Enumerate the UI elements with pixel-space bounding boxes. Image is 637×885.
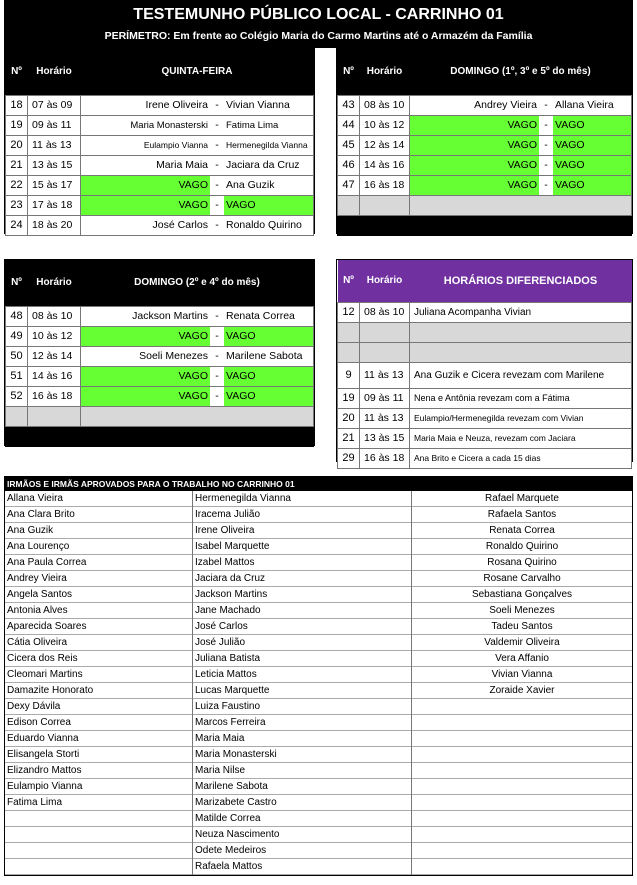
empty-cell <box>338 215 360 235</box>
separator-dash: - <box>215 159 219 171</box>
row-time: 10 às 12 <box>360 115 410 135</box>
row-number: 45 <box>338 135 360 155</box>
member-name: Ana Guzik <box>5 523 192 539</box>
vacant-slot: VAGO <box>553 116 631 135</box>
vacant-slot: VAGO <box>224 196 313 215</box>
separator-dash: - <box>215 330 219 342</box>
separator-dash: - <box>215 390 219 402</box>
row-number: 18 <box>6 95 28 115</box>
volunteer-name: Fatima Lima <box>226 119 279 131</box>
row-number: 12 <box>338 302 360 322</box>
row-number: 29 <box>338 448 360 468</box>
volunteer-name: Ana Guzik <box>226 179 275 191</box>
col-time-header: Horário <box>28 260 81 306</box>
row-time: 13 às 15 <box>360 428 410 448</box>
member-name: Damazite Honorato <box>5 683 192 699</box>
name-pair <box>81 367 313 386</box>
table-row <box>6 95 314 115</box>
member-name: Elisangela Storti <box>5 747 192 763</box>
page-subtitle: PERÍMETRO: Em frente ao Colégio Maria do Carmo Martins até o Armazém da Família <box>104 30 533 42</box>
empty-cell <box>360 215 410 235</box>
separator-dash: - <box>544 119 548 131</box>
member-name: Marilene Sabota <box>193 779 411 795</box>
member-name: Allana Vieira <box>5 491 192 507</box>
members-column-1 <box>5 491 193 875</box>
member-name: Ana Lourenço <box>5 539 192 555</box>
separator-dash: - <box>544 159 548 171</box>
table-row <box>6 115 314 135</box>
vacant-slot: VAGO <box>553 176 631 195</box>
separator-dash: - <box>544 139 548 151</box>
volunteer-name: Maria Monasterski <box>130 119 208 131</box>
row-number: 49 <box>6 326 28 346</box>
col-names-header: HORÁRIOS DIFERENCIADOS <box>410 260 632 302</box>
empty-row <box>6 406 314 426</box>
member-name: Isabel Marquette <box>193 539 411 555</box>
row-number: 24 <box>6 215 28 235</box>
row-time: 11 às 13 <box>360 408 410 428</box>
volunteer-name: Maria Maia <box>156 159 208 171</box>
col-time-header: Horário <box>360 49 410 95</box>
empty-cell <box>410 342 632 362</box>
row-note: Ana Guzik e Cicera revezam com Marilene <box>410 362 632 388</box>
volunteer-name: Renata Correa <box>226 310 295 322</box>
separator-dash: - <box>544 179 548 191</box>
empty-cell <box>6 406 28 426</box>
row-names <box>81 326 314 346</box>
name-pair <box>81 387 313 406</box>
vacant-slot: VAGO <box>410 156 539 175</box>
row-time: 12 às 14 <box>360 135 410 155</box>
row-names <box>81 215 314 235</box>
volunteer-name: José Carlos <box>152 219 208 231</box>
member-name: Odete Medeiros <box>193 843 411 859</box>
empty-cell <box>338 195 360 215</box>
row-names <box>410 115 632 135</box>
vacant-slot: VAGO <box>553 136 631 155</box>
table-row <box>338 302 632 322</box>
vacant-slot: VAGO <box>410 116 539 135</box>
row-number: 52 <box>6 386 28 406</box>
approved-members-list <box>4 476 633 876</box>
table-row <box>6 366 314 386</box>
empty-cell <box>410 322 632 342</box>
member-name: Cátia Oliveira <box>5 635 192 651</box>
table-row <box>338 362 632 388</box>
empty-cell <box>5 843 192 859</box>
member-name: Renata Correa <box>412 523 632 539</box>
row-time: 15 às 17 <box>28 175 81 195</box>
row-number: 50 <box>6 346 28 366</box>
name-pair <box>81 136 313 155</box>
vacant-slot: VAGO <box>81 387 210 406</box>
row-number: 44 <box>338 115 360 135</box>
member-name: Marcos Ferreira <box>193 715 411 731</box>
volunteer-name: Soeli Menezes <box>139 350 208 362</box>
row-number: 21 <box>338 428 360 448</box>
row-note: Eulampio/Hermenegilda revezam com Vivian <box>410 408 632 428</box>
empty-cell <box>412 795 632 811</box>
members-title: IRMÃOS E IRMÃS APROVADOS PARA O TRABALHO NO CARRINHO 01 <box>5 477 632 491</box>
member-name: Jane Machado <box>193 603 411 619</box>
row-names <box>81 306 314 326</box>
vacant-slot: VAGO <box>224 367 313 386</box>
row-number: 51 <box>6 366 28 386</box>
row-time: 18 às 20 <box>28 215 81 235</box>
member-name: Marizabete Castro <box>193 795 411 811</box>
row-time: 16 às 18 <box>28 386 81 406</box>
empty-cell <box>412 811 632 827</box>
row-number: 47 <box>338 175 360 195</box>
empty-cell <box>410 215 632 235</box>
page-title: TESTEMUNHO PÚBLICO LOCAL - CARRINHO 01 <box>133 6 504 23</box>
volunteer-name: Hermenegilda Vianna <box>226 140 308 150</box>
member-name: Valdemir Oliveira <box>412 635 632 651</box>
empty-cell <box>5 859 192 875</box>
volunteer-name: Allana Vieira <box>555 99 614 111</box>
row-names <box>81 195 314 215</box>
vacant-slot: VAGO <box>81 196 210 215</box>
row-time: 08 às 10 <box>360 95 410 115</box>
row-time: 11 às 13 <box>28 135 81 155</box>
table-row <box>338 388 632 408</box>
member-name: Iracema Julião <box>193 507 411 523</box>
member-name: Jaciara da Cruz <box>193 571 411 587</box>
table-row <box>338 428 632 448</box>
vacant-slot: VAGO <box>553 156 631 175</box>
member-name: José Julião <box>193 635 411 651</box>
row-names <box>81 135 314 155</box>
separator-dash: - <box>215 179 219 191</box>
member-name: Maria Nilse <box>193 763 411 779</box>
table-header-row <box>6 260 314 306</box>
empty-cell <box>412 699 632 715</box>
vacant-slot: VAGO <box>81 176 210 195</box>
member-name: Ana Paula Correa <box>5 555 192 571</box>
member-name: Jackson Martins <box>193 587 411 603</box>
empty-cell <box>360 322 410 342</box>
row-time: 07 às 09 <box>28 95 81 115</box>
row-names <box>81 155 314 175</box>
vacant-slot: VAGO <box>410 176 539 195</box>
table-row <box>338 135 632 155</box>
members-column-3 <box>412 491 632 875</box>
empty-cell <box>338 342 360 362</box>
member-name: Elizandro Mattos <box>5 763 192 779</box>
separator-dash: - <box>215 310 219 322</box>
row-names <box>81 95 314 115</box>
table-row <box>338 408 632 428</box>
member-name: Maria Monasterski <box>193 747 411 763</box>
empty-cell <box>28 406 81 426</box>
empty-cell <box>412 827 632 843</box>
empty-cell <box>412 715 632 731</box>
empty-cell <box>28 426 81 446</box>
name-pair <box>81 307 313 326</box>
empty-cell <box>412 747 632 763</box>
member-name: Vivian Vianna <box>412 667 632 683</box>
member-name: Eulampio Vianna <box>5 779 192 795</box>
member-name: Matilde Correa <box>193 811 411 827</box>
table-header-row <box>338 260 632 302</box>
col-number-header: Nº <box>6 260 28 306</box>
volunteer-name: Marilene Sabota <box>226 350 303 362</box>
domingo-24-table <box>4 259 315 446</box>
member-name: Andrey Vieira <box>5 571 192 587</box>
volunteer-name: Jaciara da Cruz <box>226 159 300 171</box>
empty-cell <box>338 322 360 342</box>
row-names <box>81 346 314 366</box>
member-name: Aparecida Soares <box>5 619 192 635</box>
page-header <box>4 0 633 48</box>
member-name: Rafael Marquete <box>412 491 632 507</box>
member-name: Soeli Menezes <box>412 603 632 619</box>
empty-cell <box>6 426 28 446</box>
table-row <box>6 215 314 235</box>
empty-cell <box>360 342 410 362</box>
empty-cell <box>360 195 410 215</box>
member-name: Fatima Lima <box>5 795 192 811</box>
member-name: Tadeu Santos <box>412 619 632 635</box>
volunteer-name: Irene Oliveira <box>145 99 208 111</box>
table-row <box>338 175 632 195</box>
table-row <box>338 155 632 175</box>
table-row <box>6 195 314 215</box>
col-number-header: Nº <box>6 49 28 95</box>
row-note: Nena e Antônia revezam com a Fátima <box>410 388 632 408</box>
separator-dash: - <box>215 350 219 362</box>
member-name: Rosana Quirino <box>412 555 632 571</box>
row-number: 21 <box>6 155 28 175</box>
row-number: 19 <box>338 388 360 408</box>
row-number: 19 <box>6 115 28 135</box>
row-names <box>81 175 314 195</box>
separator-dash: - <box>544 99 548 111</box>
row-note: Maria Maia e Neuza, revezam com Jaciara <box>410 428 632 448</box>
col-names-header: DOMINGO (2º e 4º do mês) <box>81 260 314 306</box>
name-pair <box>410 136 631 155</box>
member-name: Edison Correa <box>5 715 192 731</box>
vacant-slot: VAGO <box>81 367 210 386</box>
col-names-header: DOMINGO (1º, 3º e 5º do mês) <box>410 49 632 95</box>
member-name: Dexy Dávila <box>5 699 192 715</box>
table-row <box>6 346 314 366</box>
member-name: Luiza Faustino <box>193 699 411 715</box>
name-pair <box>410 116 631 135</box>
table-header-row <box>338 49 632 95</box>
separator-dash: - <box>215 219 219 231</box>
separator-dash: - <box>215 199 219 211</box>
empty-cell <box>412 731 632 747</box>
member-name: José Carlos <box>193 619 411 635</box>
empty-cell <box>412 763 632 779</box>
row-time: 11 às 13 <box>360 362 410 388</box>
row-time: 13 às 15 <box>28 155 81 175</box>
member-name: Rafaela Santos <box>412 507 632 523</box>
name-pair <box>81 347 313 366</box>
row-number: 48 <box>6 306 28 326</box>
vacant-slot: VAGO <box>410 136 539 155</box>
member-name: Irene Oliveira <box>193 523 411 539</box>
member-name: Sebastiana Gonçalves <box>412 587 632 603</box>
member-name: Antonia Alves <box>5 603 192 619</box>
row-time: 14 às 16 <box>360 155 410 175</box>
member-name: Leticia Mattos <box>193 667 411 683</box>
vacant-slot: VAGO <box>224 327 313 346</box>
table-row <box>338 448 632 468</box>
row-time: 09 às 11 <box>360 388 410 408</box>
row-names <box>410 155 632 175</box>
row-number: 20 <box>338 408 360 428</box>
col-number-header: Nº <box>338 49 360 95</box>
row-time: 17 às 18 <box>28 195 81 215</box>
member-name: Angela Santos <box>5 587 192 603</box>
row-number: 22 <box>6 175 28 195</box>
name-pair <box>81 327 313 346</box>
separator-dash: - <box>215 370 219 382</box>
member-name: Rafaela Mattos <box>193 859 411 875</box>
row-time: 08 às 10 <box>28 306 81 326</box>
row-note: Juliana Acompanha Vivian <box>410 302 632 322</box>
member-name: Neuza Nascimento <box>193 827 411 843</box>
quinta-feira-table <box>4 48 315 234</box>
col-number-header: Nº <box>338 260 360 302</box>
col-time-header: Horário <box>28 49 81 95</box>
row-number: 20 <box>6 135 28 155</box>
volunteer-name: Jackson Martins <box>132 310 208 322</box>
domingo-135-table <box>336 48 633 234</box>
table-row <box>6 155 314 175</box>
name-pair <box>81 216 313 235</box>
member-name: Vera Affanio <box>412 651 632 667</box>
row-time: 09 às 11 <box>28 115 81 135</box>
row-number: 46 <box>338 155 360 175</box>
empty-row <box>338 195 632 215</box>
separator-dash: - <box>215 139 219 151</box>
row-note: Ana Brito e Cicera a cada 15 dias <box>410 448 632 468</box>
col-time-header: Horário <box>360 260 410 302</box>
row-names <box>81 386 314 406</box>
member-name: Ana Clara Brito <box>5 507 192 523</box>
row-number: 23 <box>6 195 28 215</box>
member-name: Hermenegilda Vianna <box>193 491 411 507</box>
row-number: 9 <box>338 362 360 388</box>
member-name: Izabel Mattos <box>193 555 411 571</box>
table-row <box>6 175 314 195</box>
row-time: 10 às 12 <box>28 326 81 346</box>
volunteer-name: Vivian Vianna <box>226 99 290 111</box>
row-time: 16 às 18 <box>360 448 410 468</box>
empty-cell <box>412 843 632 859</box>
member-name: Eduardo Vianna <box>5 731 192 747</box>
member-name: Ronaldo Quirino <box>412 539 632 555</box>
name-pair <box>81 196 313 215</box>
empty-cell <box>81 406 314 426</box>
table-row <box>338 115 632 135</box>
empty-row <box>6 426 314 446</box>
members-column-2 <box>193 491 412 875</box>
member-name: Cleomari Martins <box>5 667 192 683</box>
row-names <box>81 366 314 386</box>
empty-row <box>338 342 632 362</box>
member-name: Rosane Carvalho <box>412 571 632 587</box>
empty-cell <box>412 859 632 875</box>
row-time: 12 às 14 <box>28 346 81 366</box>
vacant-slot: VAGO <box>224 387 313 406</box>
name-pair <box>81 156 313 175</box>
empty-row <box>338 215 632 235</box>
name-pair <box>410 96 631 115</box>
vacant-slot: VAGO <box>81 327 210 346</box>
table-row <box>6 326 314 346</box>
table-row <box>6 386 314 406</box>
member-name: Juliana Batista <box>193 651 411 667</box>
empty-cell <box>5 811 192 827</box>
empty-cell <box>81 426 314 446</box>
row-names <box>410 135 632 155</box>
empty-cell <box>410 195 632 215</box>
member-name: Maria Maia <box>193 731 411 747</box>
empty-cell <box>5 827 192 843</box>
col-names-header: QUINTA-FEIRA <box>81 49 314 95</box>
row-time: 08 às 10 <box>360 302 410 322</box>
name-pair <box>81 116 313 135</box>
table-row <box>6 135 314 155</box>
row-time: 14 às 16 <box>28 366 81 386</box>
row-number: 43 <box>338 95 360 115</box>
separator-dash: - <box>215 119 219 131</box>
name-pair <box>81 176 313 195</box>
horarios-diferenciados-table <box>336 259 633 462</box>
member-name: Zoraide Xavier <box>412 683 632 699</box>
row-names <box>81 115 314 135</box>
separator-dash: - <box>215 99 219 111</box>
name-pair <box>410 176 631 195</box>
volunteer-name: Andrey Vieira <box>474 99 537 111</box>
table-row <box>338 95 632 115</box>
name-pair <box>81 96 313 115</box>
empty-cell <box>412 779 632 795</box>
member-name: Lucas Marquette <box>193 683 411 699</box>
volunteer-name: Ronaldo Quirino <box>226 219 302 231</box>
empty-row <box>338 322 632 342</box>
row-names <box>410 175 632 195</box>
volunteer-name: Eulampio Vianna <box>143 140 208 150</box>
member-name: Cicera dos Reis <box>5 651 192 667</box>
row-names <box>410 95 632 115</box>
table-header-row <box>6 49 314 95</box>
name-pair <box>410 156 631 175</box>
row-time: 16 às 18 <box>360 175 410 195</box>
table-row <box>6 306 314 326</box>
